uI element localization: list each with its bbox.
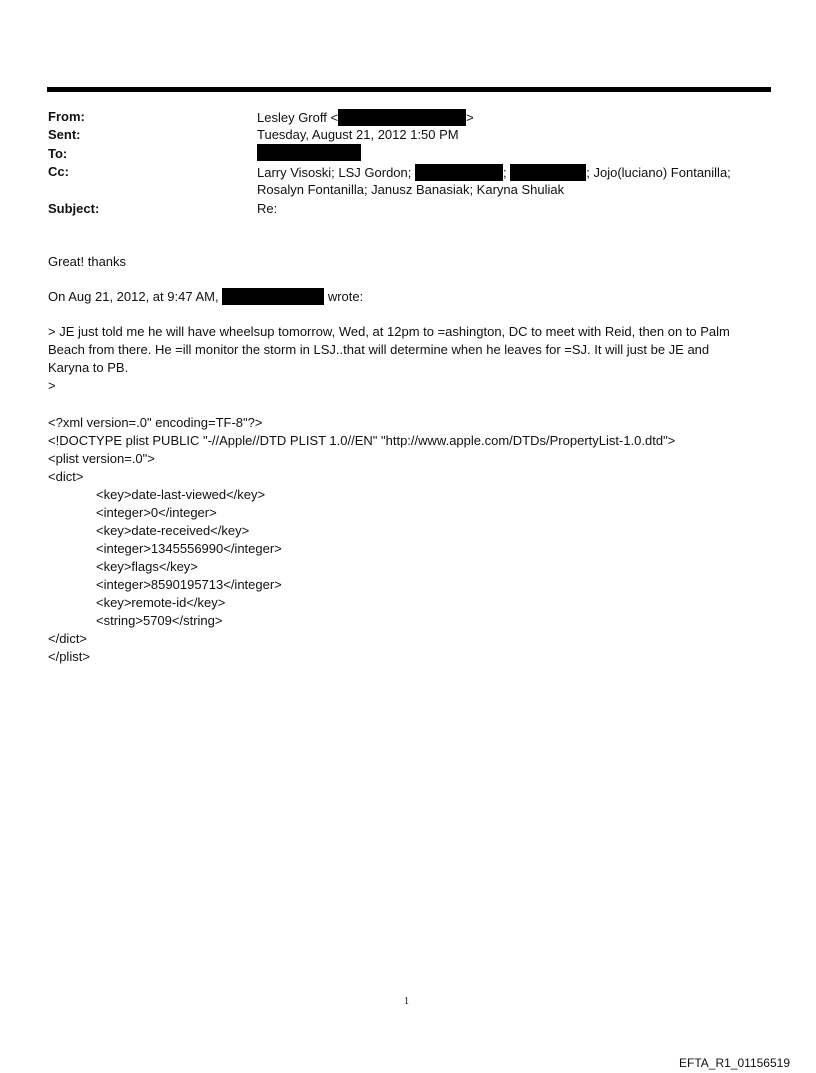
cc-label: Cc: xyxy=(48,164,69,179)
plist-line: </plist> xyxy=(48,649,90,664)
from-close: > xyxy=(466,110,474,125)
to-label: To: xyxy=(48,146,68,161)
redaction-box xyxy=(257,144,361,161)
cc-part2: ; Jojo(luciano) Fontanilla; xyxy=(586,165,731,180)
document-id: EFTA_R1_01156519 xyxy=(679,1056,790,1070)
subject-value: Re: xyxy=(257,201,278,216)
plist-line: <string>5709</string> xyxy=(96,613,223,628)
plist-line: <key>date-last-viewed</key> xyxy=(96,487,266,502)
reply-text: Great! thanks xyxy=(48,254,127,269)
quote-intro-end: wrote: xyxy=(327,289,364,304)
quoted-line-4: > xyxy=(48,378,56,393)
quote-intro-start: On Aug 21, 2012, at 9:47 AM, xyxy=(48,289,219,304)
sent-value: Tuesday, August 21, 2012 1:50 PM xyxy=(257,127,459,142)
plist-line: <key>remote-id</key> xyxy=(96,595,226,610)
quoted-line-3: Karyna to PB. xyxy=(48,360,129,375)
plist-line: <integer>1345556990</integer> xyxy=(96,541,282,556)
sent-label: Sent: xyxy=(48,127,81,142)
plist-line: <integer>8590195713</integer> xyxy=(96,577,282,592)
plist-line: <plist version=.0"> xyxy=(48,451,155,466)
from-label: From: xyxy=(48,109,85,124)
redaction-box xyxy=(222,288,324,305)
plist-line: <integer>0</integer> xyxy=(96,505,217,520)
from-name: Lesley Groff < xyxy=(257,110,339,125)
from-value xyxy=(257,109,474,126)
cc-part1: Larry Visoski; LSJ Gordon; xyxy=(257,165,412,180)
redaction-box xyxy=(415,164,503,181)
quoted-line-1: > JE just told me he will have wheelsup tomorrow, Wed, at 12pm to =ashington, DC to meet with Reid, then on to Palm xyxy=(48,324,730,339)
to-value xyxy=(257,144,361,161)
plist-line: <?xml version=.0" encoding=TF-8"?> xyxy=(48,415,263,430)
header-rule xyxy=(47,87,771,92)
plist-line: </dict> xyxy=(48,631,88,646)
plist-line: <dict> xyxy=(48,469,84,484)
cc-sep1: ; xyxy=(503,165,507,180)
quoted-line-2: Beach from there. He =ill monitor the storm in LSJ..that will determine when he leaves for =SJ. It will just be JE and xyxy=(48,342,710,357)
redaction-box xyxy=(338,109,466,126)
cc-value-line2: Rosalyn Fontanilla; Janusz Banasiak; Karyna Shuliak xyxy=(257,182,565,197)
cc-value-line1 xyxy=(257,164,731,181)
page-number: 1 xyxy=(404,996,409,1007)
plist-line: <!DOCTYPE plist PUBLIC "-//Apple//DTD PLIST 1.0//EN" "http://www.apple.com/DTDs/PropertyList-1.0.dtd"> xyxy=(48,433,676,448)
redaction-box xyxy=(510,164,586,181)
plist-line: <key>date-received</key> xyxy=(96,523,250,538)
subject-label: Subject: xyxy=(48,201,100,216)
quote-intro xyxy=(48,288,363,305)
plist-line: <key>flags</key> xyxy=(96,559,198,574)
